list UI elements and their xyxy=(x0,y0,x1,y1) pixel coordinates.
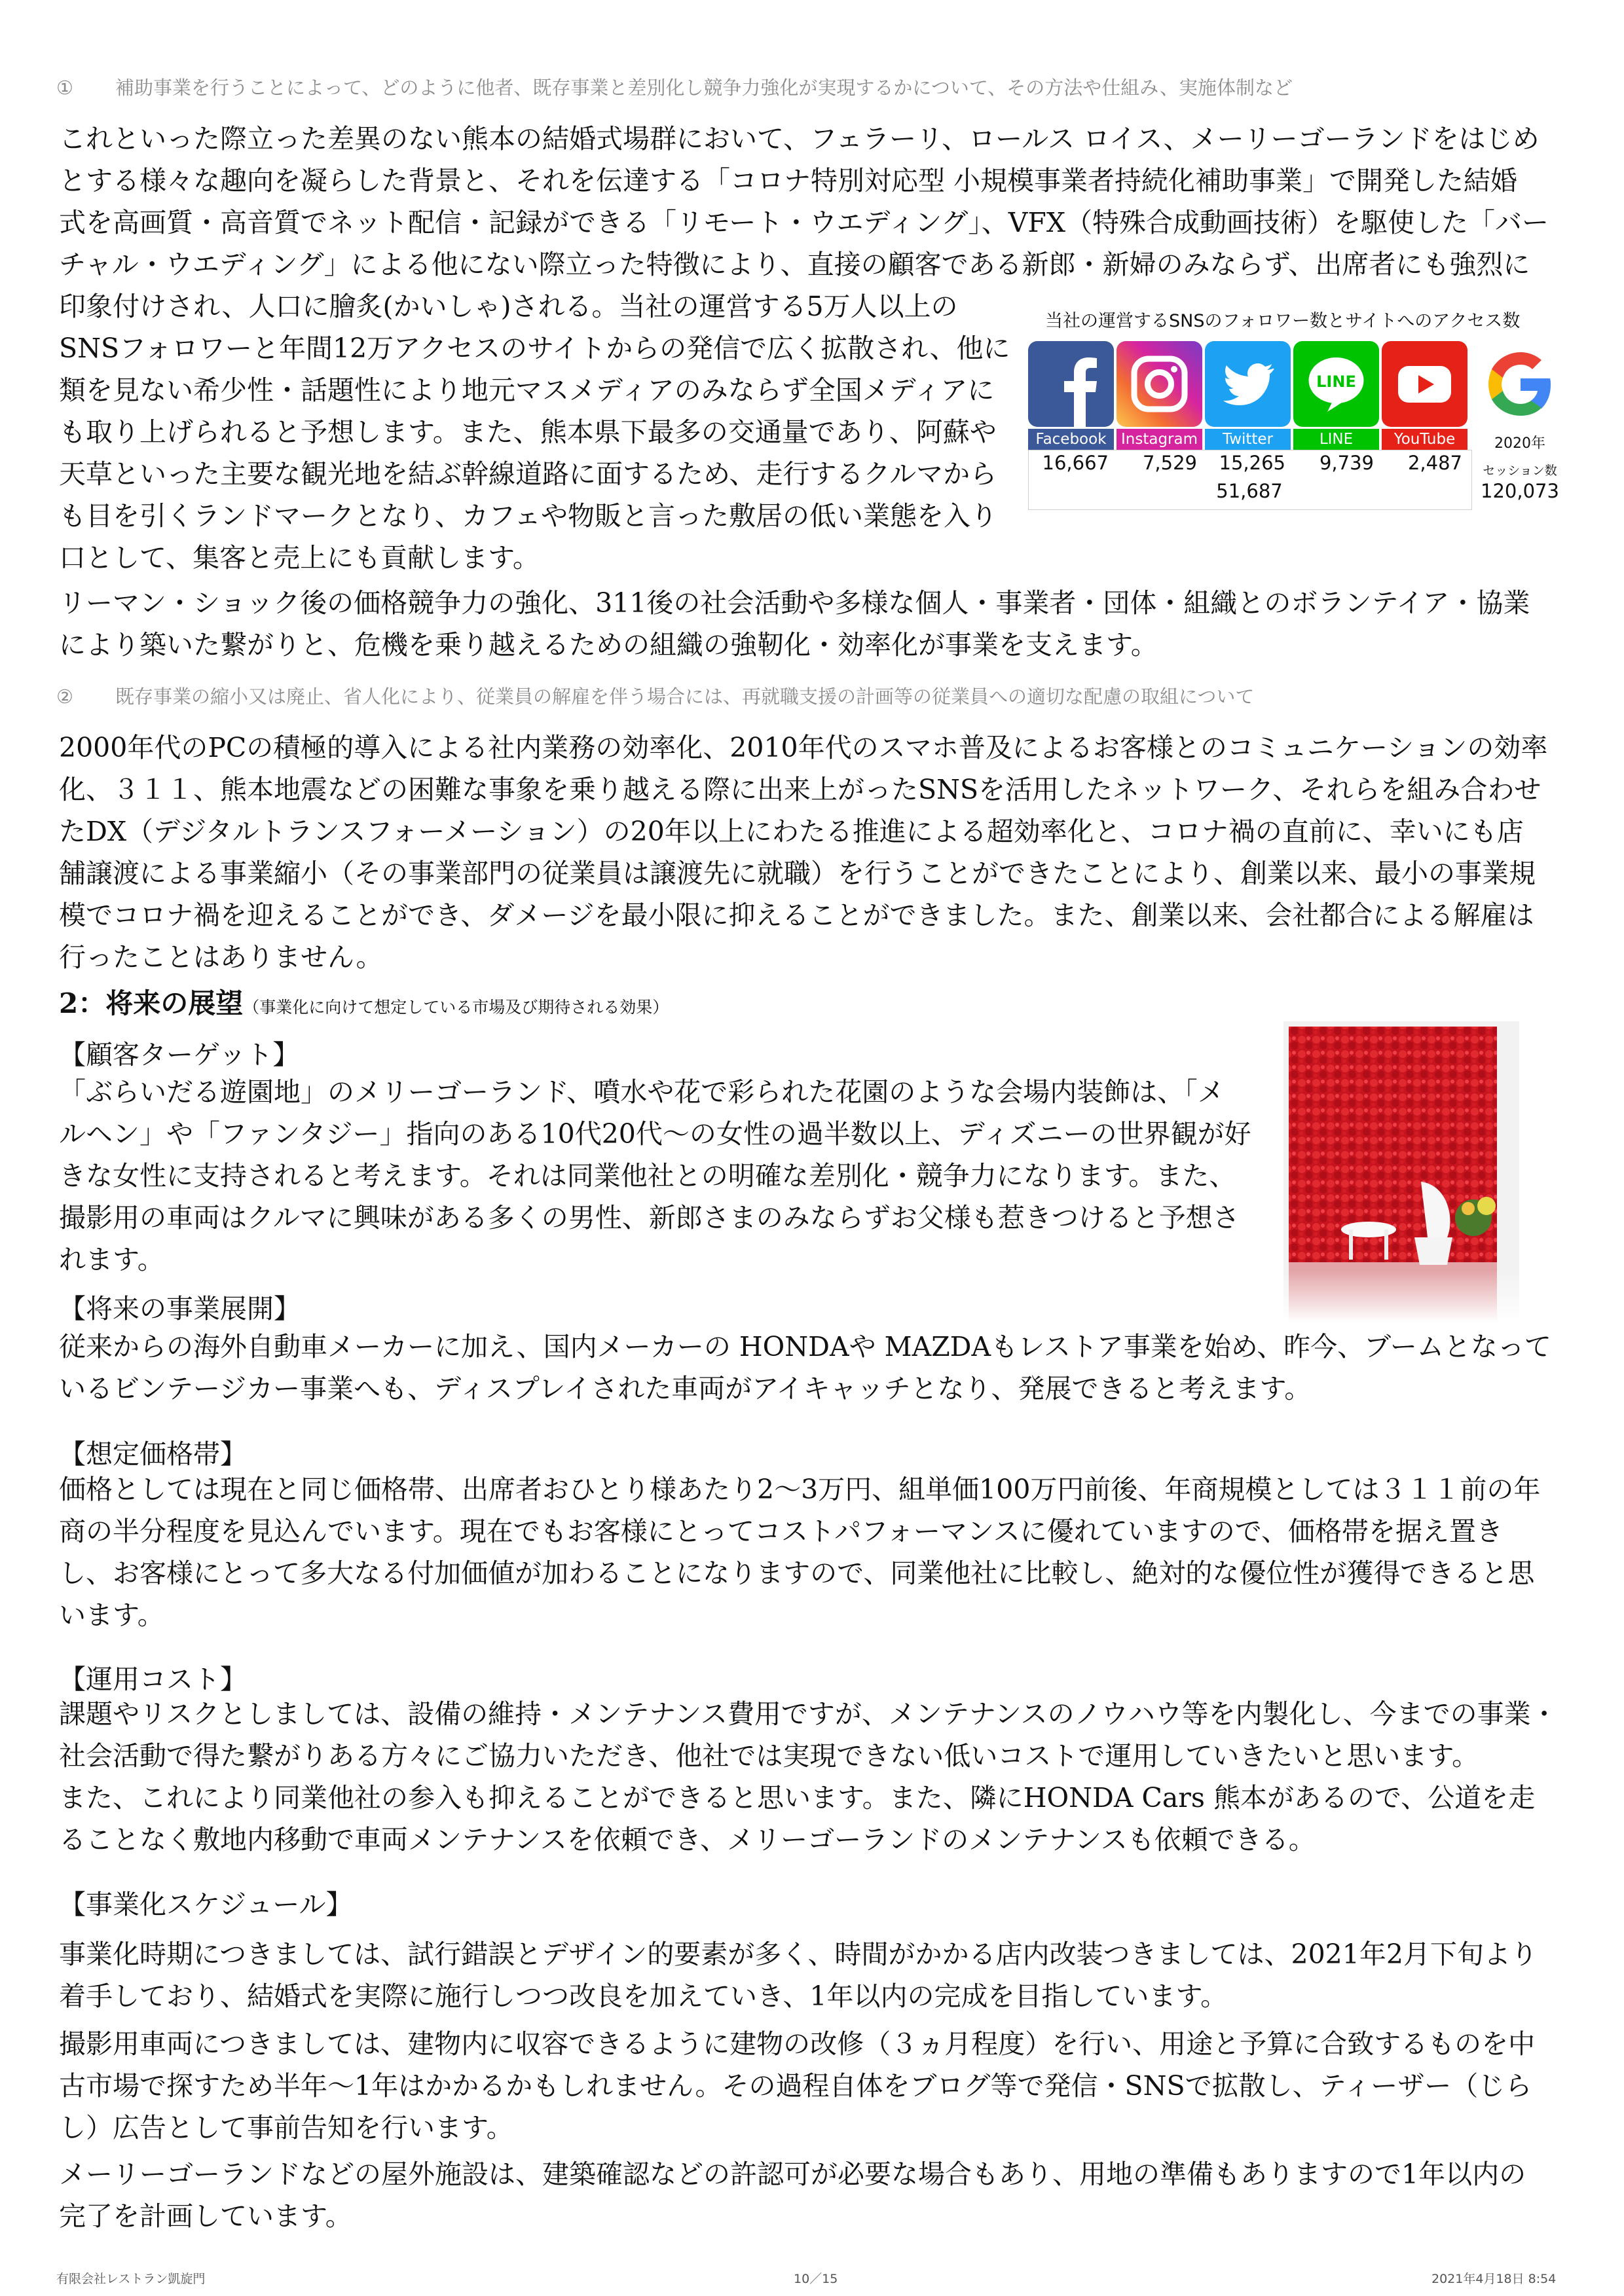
text-line: 模でコロナ禍を迎えることができ、ダメージを最小限に抑えることができました。また、創業以来、会社都合による解雇は xyxy=(59,900,1534,931)
paragraph-future-development xyxy=(59,1326,1565,1410)
paragraph-schedule-vehicles xyxy=(59,2023,1565,2149)
text-line: も目を引くランドマークとなり、カフェや物販と言った敷居の低い業態を入り xyxy=(59,500,997,532)
text-line: SNSフォロワーと年間12万アクセスのサイトからの発信で広く拡散され、他に xyxy=(59,333,1010,364)
sns-label-instagram: Instagram xyxy=(1116,429,1202,450)
text-line: います。 xyxy=(59,1599,164,1631)
sns-value-facebook: 16,667 xyxy=(1042,452,1109,474)
sns-caption: 当社の運営するSNSのフォロワー数とサイトへのアクセス数 xyxy=(1045,311,1521,331)
google-year: 2020年 xyxy=(1494,435,1545,452)
text-line: きな女性に支持されると考えます。それは同業他社との明確な差別化・競争力になります。また、 xyxy=(59,1160,1236,1192)
flower-wall-photo xyxy=(1283,1021,1519,1322)
text-line: ることなく敷地内移動で車両メンテナンスを依頼でき、メリーゴーランドのメンテナンスも依頼できる。 xyxy=(59,1824,1316,1855)
footer-company: 有限会社レストラン凱旋門 xyxy=(56,2272,206,2286)
text-line: も取り上げられると予想します。また、熊本県下最多の交通量であり、阿蘇や xyxy=(59,416,997,448)
twitter-icon xyxy=(1205,341,1291,427)
text-line: 事業化時期につきましては、試行錯誤とデザイン的要素が多く、時間がかかる店内改装つきましては、2021年2月下旬より xyxy=(59,1939,1538,1970)
text-line: たDX（デジタルトランスフォーメーション）の20年以上にわたる推進による超効率化と、コロナ禍の直前に、幸いにも店 xyxy=(59,816,1524,847)
text-line: し）広告として事前告知を行います。 xyxy=(59,2112,513,2143)
sns-value-youtube: 2,487 xyxy=(1407,452,1462,474)
section-title-sub: （事業化に向けて想定している市場及び期待される効果） xyxy=(243,998,669,1017)
heading-customer-target: 【顧客ターゲット】 xyxy=(59,1039,300,1070)
section-title-main: 2：将来の展望 xyxy=(59,987,244,1019)
text-line: 従来からの海外自動車メーカーに加え、国内メーカーの HONDAや MAZDAもレストア事業を始め、昨今、ブームとなって xyxy=(59,1331,1551,1362)
sns-label-facebook: Facebook xyxy=(1028,429,1114,450)
question-1-text: 補助事業を行うことによって、どのように他者、既存事業と差別化し競争力強化が実現するかについて、その方法や仕組み、実施体制など xyxy=(115,77,1293,99)
sns-stats-panel xyxy=(1028,300,1572,519)
text-line: 式を高画質・高音質でネット配信・記録ができる「リモート・ウエディング」、VFX（特殊合成動画技術）を駆使した「バー xyxy=(59,207,1549,238)
heading-operating-cost: 【運用コスト】 xyxy=(59,1664,247,1695)
sns-follower-total: 51,687 xyxy=(1216,480,1283,502)
sns-value-line: 9,739 xyxy=(1319,452,1374,474)
google-session-label: セッション数 xyxy=(1483,464,1557,478)
text-line: 化、３１１、熊本地震などの困難な事象を乗り越える際に出来上がったSNSを活用したネットワーク、それらを組み合わせ xyxy=(59,774,1541,805)
text-line: 課題やリスクとしましては、設備の維持・メンテナンス費用ですが、メンテナンスのノウハウ等を内製化し、今までの事業・ xyxy=(59,1698,1558,1730)
text-line: ルヘン」や「ファンタジー」指向のある10代20代〜の女性の過半数以上、ディズニーの世界観が好 xyxy=(59,1118,1251,1150)
paragraph-operating-cost xyxy=(59,1693,1565,1861)
heading-future-development: 【将来の事業展開】 xyxy=(59,1293,301,1324)
text-line: いるビンテージカー事業へも、ディスプレイされた車両がアイキャッチとなり、発展できると考えます。 xyxy=(59,1373,1312,1404)
heading-price-range: 【想定価格帯】 xyxy=(59,1438,247,1470)
sns-label-youtube: YouTube xyxy=(1382,429,1467,450)
text-line: 価格としては現在と同じ価格帯、出席者おひとり様あたり2〜3万円、組単価100万円前後、年商規模としては３１１前の年 xyxy=(59,1474,1541,1505)
text-line: し、お客様にとって多大なる付加価値が加わることになりますので、同業他社に比較し、絶対的な優位性が獲得できると思 xyxy=(59,1558,1535,1589)
text-line: 撮影用車両につきましては、建物内に収容できるように建物の改修（３ヵ月程度）を行い、用途と予算に合致するものを中 xyxy=(59,2028,1536,2060)
text-line: 商の半分程度を見込んでいます。現在でもお客様にとってコストパフォーマンスに優れていますので、価格帯を据え置き xyxy=(59,1516,1503,1547)
paragraph-employment xyxy=(59,727,1565,978)
text-line: これといった際立った差異のない熊本の結婚式場群において、フェラーリ、ロールス ロイス、メーリーゴーランドをはじめ xyxy=(59,123,1540,155)
google-icon xyxy=(1477,341,1563,427)
footer-page-number: 10／15 xyxy=(794,2272,838,2286)
text-line: とする様々な趣向を凝らした背景と、それを伝達する「コロナ特別対応型 小規模事業者持続化補助事業」で開発した結婚 xyxy=(59,165,1518,196)
footer-date: 2021年4月18日 8:54 xyxy=(1431,2272,1557,2286)
youtube-icon xyxy=(1382,341,1467,427)
text-line: メーリーゴーランドなどの屋外施設は、建築確認などの許認可が必要な場合もあり、用地の準備もありますので1年以内の xyxy=(59,2159,1526,2190)
sns-label-line: LINE xyxy=(1293,429,1379,450)
text-line: チャル・ウエディング」による他にない際立った特徴により、直接の顧客である新郎・新婦のみならず、出席者にも強烈に xyxy=(59,249,1530,280)
google-session-total: 120,073 xyxy=(1481,480,1559,502)
text-line: により築いた繋がりと、危機を乗り越えるための組織の強靭化・効率化が事業を支えます。 xyxy=(59,629,1158,661)
sns-label-twitter: Twitter xyxy=(1205,429,1291,450)
text-line: 着手しており、結婚式を実際に施行しつつ改良を加えていき、1年以内の完成を目指しています。 xyxy=(59,1980,1228,2012)
text-line: 古市場で探すため半年〜1年はかかるかもしれません。その過程自体をブログ等で発信・SNSで拡散し、ティーザー（じら xyxy=(59,2070,1532,2102)
question-2-text: 既存事業の縮小又は廃止、省人化により、従業員の解雇を伴う場合には、再就職支援の計画等の従業員への適切な配慮の取組について xyxy=(115,685,1255,708)
text-line: リーマン・ショック後の価格競争力の強化、311後の社会活動や多様な個人・事業者・団体・組織とのボランテイア・協業 xyxy=(59,587,1530,619)
paragraph-strength xyxy=(59,582,1565,666)
text-line: 口として、集客と売上にも貢献します。 xyxy=(59,542,540,574)
text-line: 印象付けされ、人口に膾炙(かいしゃ)される。当社の運営する5万人以上の xyxy=(59,291,958,322)
text-line: 「ぶらいだる遊園地」のメリーゴーランド、噴水や花で彩られた花園のような会場内装飾は、「メ xyxy=(59,1076,1225,1108)
text-line: 天草といった主要な観光地を結ぶ幹線道路に面するため、走行するクルマから xyxy=(59,458,997,490)
sns-value-instagram: 7,529 xyxy=(1142,452,1197,474)
text-line: 社会活動で得た繋がりある方々にご協力いただき、他社では実現できない低いコストで運用していきたいと思います。 xyxy=(59,1740,1479,1772)
text-line: 2000年代のPCの積極的導入による社内業務の効率化、2010年代のスマホ普及によるお客様とのコミュニケーションの効率 xyxy=(59,732,1548,763)
question-2-number: ② xyxy=(56,685,73,708)
paragraph-schedule-outdoor xyxy=(59,2153,1565,2237)
heading-schedule: 【事業化スケジュール】 xyxy=(59,1889,353,1920)
question-1 xyxy=(56,73,1293,100)
sns-value-twitter: 15,265 xyxy=(1219,452,1285,474)
text-line: 類を見ない希少性・話題性により地元マスメディアのみならず全国メディアに xyxy=(59,374,995,406)
text-line: 行ったことはありません。 xyxy=(59,941,383,973)
text-line: 舗譲渡による事業縮小（その事業部門の従業員は譲渡先に就職）を行うことができたことにより、創業以来、最小の事業規 xyxy=(59,858,1536,889)
facebook-icon xyxy=(1028,341,1114,427)
paragraph-price-range xyxy=(59,1468,1565,1636)
paragraph-schedule-renovation xyxy=(59,1933,1565,2017)
section-title xyxy=(59,982,669,1021)
svg-text:LINE: LINE xyxy=(1316,373,1356,391)
line-icon xyxy=(1293,341,1379,427)
instagram-icon xyxy=(1116,341,1202,427)
text-line: れます。 xyxy=(59,1244,164,1275)
text-line: また、これにより同業他社の参入も抑えることができると思います。また、隣にHONDA Cars 熊本があるので、公道を走 xyxy=(59,1782,1536,1813)
paragraph-customer-target xyxy=(59,1071,1264,1281)
text-line: 撮影用の車両はクルマに興味がある多くの男性、新郎さまのみならずお父様も惹きつけると予想さ xyxy=(59,1202,1240,1233)
question-2 xyxy=(56,682,1254,709)
question-1-number: ① xyxy=(56,77,73,99)
text-line: 完了を計画しています。 xyxy=(59,2200,352,2232)
